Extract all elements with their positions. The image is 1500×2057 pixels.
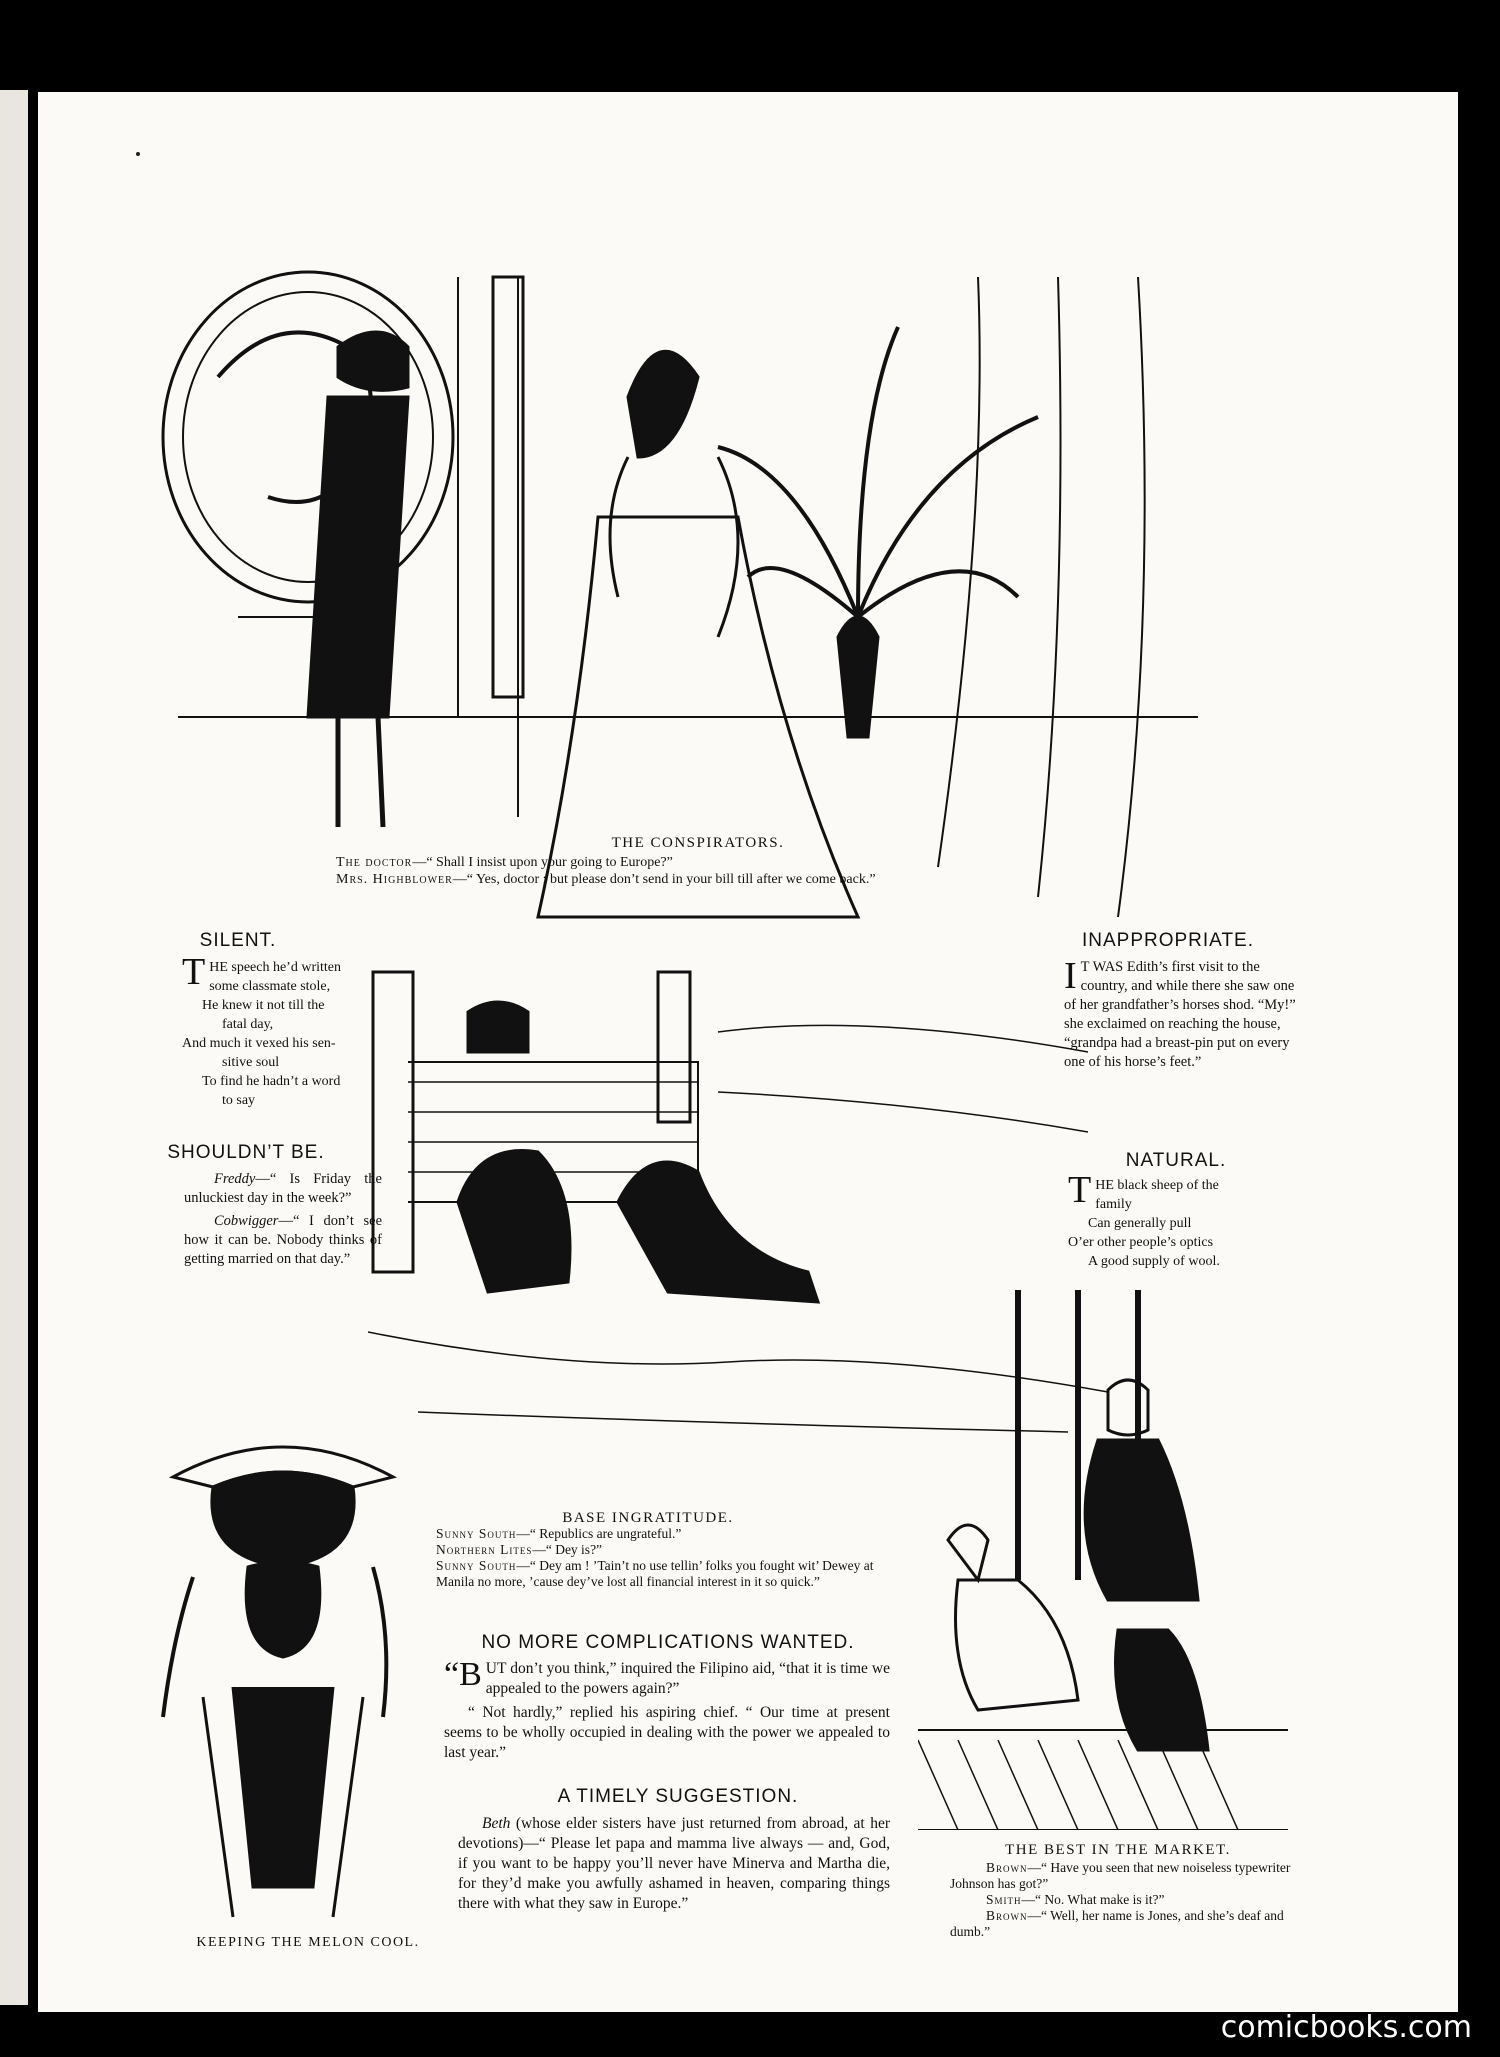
poem-line: A good supply of wool. [1088,1254,1220,1269]
inappropriate-heading: INAPPROPRIATE. [1081,930,1254,951]
market-dialogue [950,1860,1320,1940]
watermark: comicbooks.com [1220,2010,1472,2045]
northern-line: —“ Dey is?” [532,1542,603,1557]
inappropriate-body [1064,955,1306,1072]
speaker-brown: Brown [986,1908,1028,1923]
conspirators-title: THE CONSPIRATORS. [611,835,785,851]
doctor-line: —“ Shall I insist upon your going to Europe?” [412,855,673,870]
cobwigger-line: —“ I don’t see how it can be. Nobody thinks of getting married on that day.” [184,1213,382,1267]
poem-line: fatal day, [222,1017,274,1032]
melon-illustration [133,1417,433,1922]
poem-line: HE black sheep of the [1095,1178,1219,1193]
base-ingratitude-title: BASE INGRATITUDE. [562,1510,734,1526]
speaker-mrs-highblower: Mrs. Highblower [336,872,453,887]
poem-line: And much it vexed his sen- [182,1036,336,1051]
poem-line: O’er other people’s optics [1068,1235,1214,1250]
highblower-line: —“ Yes, doctor ; but please don’t send in your bill till after we come back.” [452,872,876,887]
inappropriate-drop-cap: I [1064,955,1077,997]
poem-line: Can generally pull [1088,1216,1192,1231]
silent-heading: SILENT. [199,930,277,951]
complications-p1: UT don’t you think,” inquired the Filipino aid, “that it is time we appealed to the powers again?” [485,1660,890,1697]
smith-line: —“ No. What make is it?” [1021,1892,1165,1907]
timely-heading: A TIMELY SUGGESTION. [557,1786,799,1807]
speaker-smith: Smith [986,1892,1022,1907]
complications-p2: “ Not hardly,” replied his aspiring chief. “ Our time at present seems to be wholly occupied in dealing with the power we appealed to last year.” [444,1704,890,1761]
poem-line: to say [222,1093,256,1108]
complications-body [444,1656,890,1767]
poem-line: To find he hadn’t a word [202,1074,341,1089]
complications-drop-cap: “B [444,1656,482,1693]
freddy-line: —“ Is Friday the unluckiest day in the week?” [184,1171,382,1206]
page-spine [0,90,28,2005]
speaker-doctor: The doctor [336,855,413,870]
market-title: THE BEST IN THE MARKET. [1005,1842,1231,1858]
poem-line: family [1095,1197,1132,1212]
market-illustration [918,1280,1288,1830]
silent-poem [182,951,382,1110]
speaker-beth: Beth [482,1815,511,1832]
poem-line: sitive soul [222,1055,280,1070]
speaker-freddy: Freddy [214,1171,256,1187]
speaker-brown: Brown [986,1860,1028,1875]
natural-drop-cap: T [1068,1169,1092,1211]
poem-line: He knew it not till the [202,998,325,1013]
speaker-sunny-south: Sunny South [436,1526,517,1541]
base-ingratitude-dialogue [436,1526,896,1590]
poem-line: some classmate stole, [209,979,331,994]
inappropriate-text: T WAS Edith’s first visit to the country, and while there she saw one of her grandfather’s horses shod. “My!” she exclaimed on reaching the house, “grandpa had a breast-pin put on every one of his horse’s feet.” [1064,959,1296,1070]
natural-poem [1068,1169,1308,1271]
complications-heading: NO MORE COMPLICATIONS WANTED. [481,1632,855,1653]
silent-drop-cap: T [182,951,206,993]
shouldnt-heading: SHOULDN’T BE. [167,1142,325,1163]
speaker-northern-lites: Northern Lites [436,1542,533,1557]
speaker-cobwigger: Cobwigger [214,1213,279,1229]
shouldnt-body [184,1170,382,1273]
poem-line: HE speech he’d written [209,960,342,975]
magazine-page [38,92,1458,2012]
sunny-line-2: —“ Dey am ! ’Tain’t no use tellin’ folks you fought wit’ Dewey at Manila no more, ’cause dey’ve lost all financial interest in it so quick.” [436,1558,874,1589]
brown-line: —“ Have you seen that new noiseless typewriter Johnson has got?” [950,1860,1291,1891]
natural-heading: NATURAL. [1125,1150,1227,1171]
timely-text: (whose elder sisters have just returned from abroad, at her devotions)—“ Please let papa and mamma live always — and, God, if you want to be happy you’ll never have Minerva and Martha die, for they’d make you awfully ashamed in heaven, comparing things there with what they saw in Europe.” [458,1815,890,1912]
brown-line-2: —“ Well, her name is Jones, and she’s deaf and dumb.” [950,1908,1284,1939]
conspirators-dialogue [336,854,1096,888]
melon-caption: KEEPING THE MELON COOL. [196,1935,420,1950]
timely-body [458,1814,890,1918]
sunny-line: —“ Republics are ungrateful.” [516,1526,682,1541]
page-speck [136,152,140,156]
speaker-sunny-south: Sunny South [436,1558,517,1573]
